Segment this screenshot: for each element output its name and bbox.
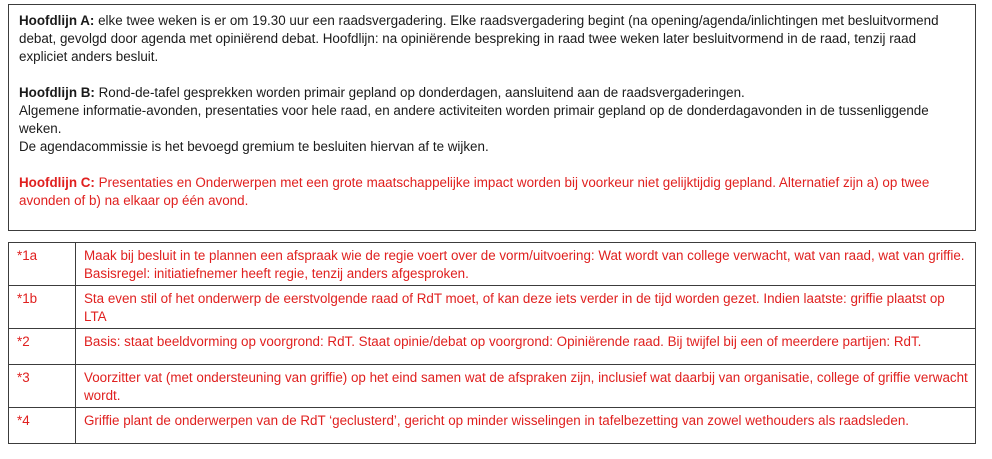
note-code: *3 <box>9 365 76 408</box>
notes-table <box>8 242 976 444</box>
guidelines-box <box>8 4 976 231</box>
table-row <box>9 329 976 365</box>
table-row <box>9 365 976 408</box>
table-row <box>9 286 976 329</box>
guideline-b-line-1: Rond-de-tafel gesprekken worden primair gepland op donderdagen, aansluitend aan de raadsvergaderingen. <box>98 85 745 100</box>
table-row <box>9 408 976 444</box>
guideline-a-label: Hoofdlijn A: <box>19 13 95 28</box>
guideline-b-label: Hoofdlijn B: <box>19 85 95 100</box>
guideline-b <box>19 84 965 156</box>
note-code: *1b <box>9 286 76 329</box>
guideline-c <box>19 174 965 210</box>
guideline-c-text: Presentaties en Onderwerpen met een grote maatschappelijke impact worden bij voorkeur niet gelijktijdig gepland. Alternatief zijn a) op twee avonden of b) na elkaar op één avond. <box>19 175 930 208</box>
guideline-c-label: Hoofdlijn C: <box>19 175 95 190</box>
guideline-b-line-2: Algemene informatie-avonden, presentaties voor hele raad, en andere activiteiten worden primair gepland op de donderdagavonden in de tussenliggende weken. <box>19 103 929 136</box>
note-text: Voorzitter vat (met ondersteuning van griffie) op het eind samen wat de afspraken zijn, inclusief wat daarbij van organisatie, college of griffie verwacht wordt. <box>76 365 976 408</box>
note-text: Sta even stil of het onderwerp de eerstvolgende raad of RdT moet, of kan deze iets verder in de tijd worden gezet. Indien laatste: griffie plaatst op LTA <box>76 286 976 329</box>
note-code: *4 <box>9 408 76 444</box>
note-text: Maak bij besluit in te plannen een afspraak wie de regie voert over de vorm/uitvoering: Wat wordt van college verwacht, wat van raad, wat van griffie. Basisregel: initiatiefnemer heeft regie, tenzij anders afgesproken. <box>76 243 976 286</box>
guideline-b-line-3: De agendacommissie is het bevoegd gremium te besluiten hiervan af te wijken. <box>19 139 489 154</box>
note-text: Basis: staat beeldvorming op voorgrond: RdT. Staat opinie/debat op voorgrond: Opiniërende raad. Bij twijfel bij een of meerdere partijen: RdT. <box>76 329 976 365</box>
table-row <box>9 243 976 286</box>
guideline-a-text: elke twee weken is er om 19.30 uur een raadsvergadering. Elke raadsvergadering begint (na opening/agenda/inlichtingen met besluitvormend debat, gevolgd door agenda met opiniërend debat. Hoofdlijn: na opiniërende bespreking in raad twee weken later besluitvormend in de raad, tenzij raad expliciet anders besluit. <box>19 13 939 64</box>
note-code: *2 <box>9 329 76 365</box>
note-code: *1a <box>9 243 76 286</box>
guideline-a <box>19 12 965 66</box>
note-text: Griffie plant de onderwerpen van de RdT ‘geclusterd’, gericht op minder wisselingen in tafelbezetting van zowel wethouders als raadsleden. <box>76 408 976 444</box>
